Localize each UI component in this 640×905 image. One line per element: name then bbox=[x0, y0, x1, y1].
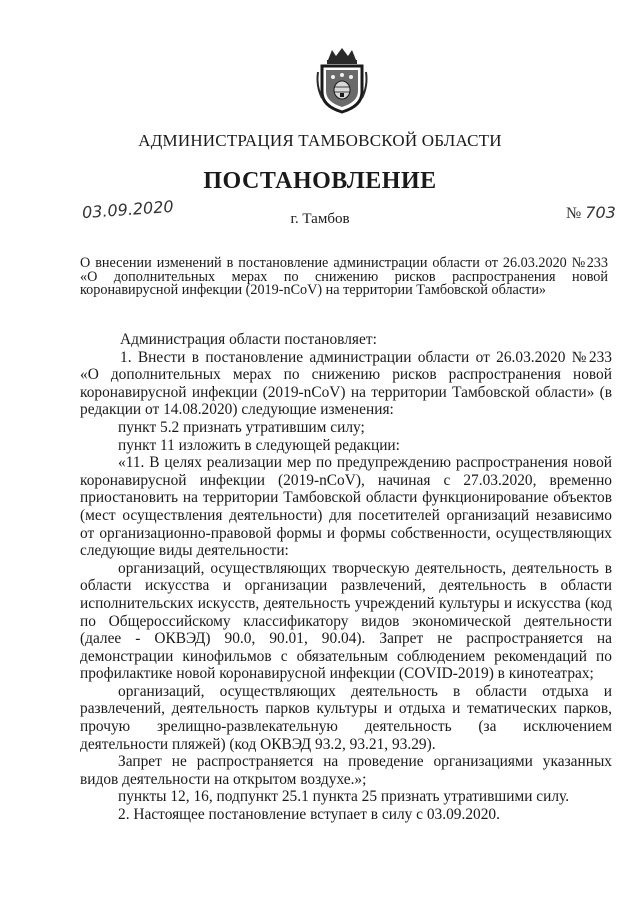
handwritten-number: 703 bbox=[585, 203, 616, 222]
handwritten-date: 03.09.2020 bbox=[81, 196, 175, 223]
body-paragraph: «11. В целях реализации мер по предупреждению распространения новой коронавирусной инфекции (2019-nCoV), начиная с 27.03.2020, временно приостановить на территории Тамбовской области функционирование объектов (мест осуществления деятельности) для посетителей организаций независимо от организационно-правовой формы и формы собственности, осуществляющих следующие виды деятельности: bbox=[80, 454, 612, 560]
number-prefix: № bbox=[566, 205, 582, 222]
body-paragraph: пункты 12, 16, подпункт 25.1 пункта 25 признать утратившими силу. bbox=[118, 788, 570, 806]
body-paragraph: пункт 5.2 признать утратившим силу; bbox=[118, 418, 365, 436]
document-body bbox=[80, 331, 612, 824]
tambov-coat-of-arms-emblem bbox=[314, 46, 370, 114]
body-paragraph: организаций, осуществляющих творческую деятельность, деятельность в области искусства и организации развлечений, деятельность в области исполнительских искусств, деятельность учреждений культуры и искусства (код по Общероссийскому классификатору видов экономической деятельности (далее - ОКВЭД) 90.0, 90.01, 90.04). Запрет не распространяется на демонстрации кинофильмов с обязательным соблюдением рекомендаций по профилактике новой коронавирусной инфекции (COVID-2019) в кинотеатрах; bbox=[80, 559, 612, 683]
city-label: г. Тамбов bbox=[290, 211, 350, 227]
organization-title: АДМИНИСТРАЦИЯ ТАМБОВСКОЙ ОБЛАСТИ bbox=[138, 131, 502, 150]
body-paragraph: Запрет не распространяется на проведение организациями указанных видов деятельности на открытом воздухе.»; bbox=[80, 753, 612, 788]
body-paragraph: 2. Настоящее постановление вступает в силу с 03.09.2020. bbox=[118, 806, 500, 824]
body-paragraph: пункт 11 изложить в следующей редакции: bbox=[118, 436, 400, 454]
body-paragraph: 1. Внести в постановление администрации области от 26.03.2020 №233 «О дополнительных мерах по снижению рисков распространения новой коронавирусной инфекции (2019-nCoV) на территории Тамбовской области» (в редакции от 14.08.2020) следующие изменения: bbox=[80, 348, 612, 419]
document-type-title: ПОСТАНОВЛЕНИЕ bbox=[203, 168, 437, 194]
document-number bbox=[566, 203, 616, 223]
document-subject: О внесении изменений в постановление администрации области от 26.03.2020 №233 «О дополнительных мерах по снижению рисков распространения новой коронавирусной инфекции (2019-nCoV) на территории Тамбовской области» bbox=[80, 255, 608, 298]
body-paragraph: Администрация области постановляет: bbox=[120, 331, 377, 348]
body-paragraph: организаций, осуществляющих деятельность в области отдыха и развлечений, деятельность парков культуры и отдыха и тематических парков, прочую зрелищно-развлекательную деятельность (за исключением деятельности пляжей) (код ОКВЭД 93.2, 93.21, 93.29). bbox=[80, 682, 612, 753]
